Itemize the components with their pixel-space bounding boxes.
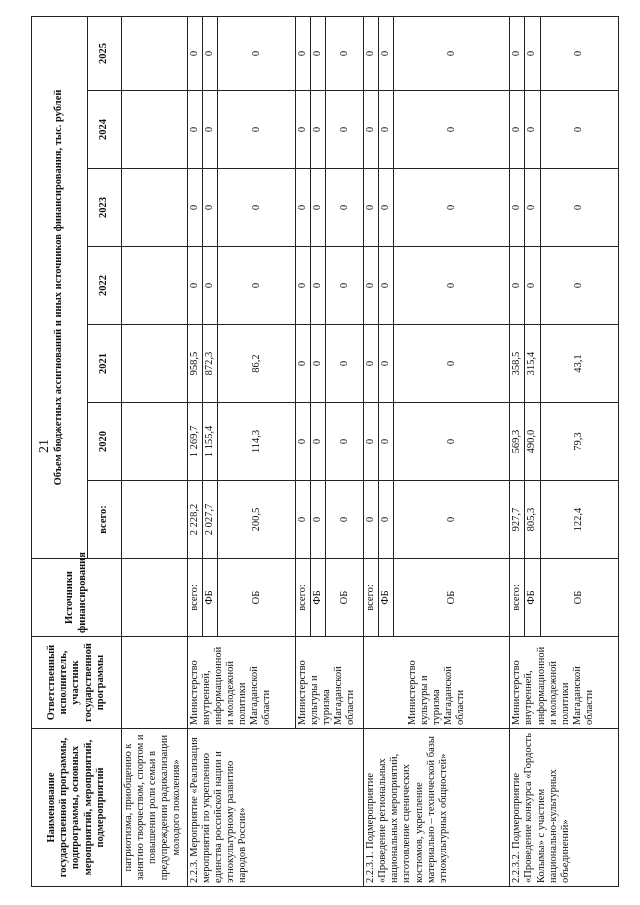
cell-value: 0: [379, 91, 394, 169]
rotated-table-container: [31, 17, 609, 887]
header-sources: Источники финансирования: [32, 559, 122, 637]
cell-value: 0: [525, 169, 540, 247]
cell-value: 872,3: [203, 325, 218, 403]
cell-value: 0: [311, 91, 326, 169]
cell-source: ФБ: [311, 559, 326, 637]
cell-value: 0: [296, 169, 311, 247]
cell-value: 0: [218, 16, 296, 90]
cell-value: 0: [296, 16, 311, 90]
cell-value: 0: [364, 481, 379, 559]
cell-value: 358,5: [510, 325, 525, 403]
cell-value: 927,7: [510, 481, 525, 559]
cell-value: 0: [311, 325, 326, 403]
cell-source: ОБ: [218, 559, 296, 637]
cell-value: 0: [525, 16, 540, 90]
row-name: 2.2.3.2. Подмероприятие «Проведение конкурса «Гордость Колымы» с участием национально-культурных объединений»: [510, 729, 618, 887]
cell-value: 0: [218, 91, 296, 169]
cell-value: 0: [540, 16, 618, 90]
cell-value: 0: [296, 481, 311, 559]
cell-value: 490,0: [525, 403, 540, 481]
cell-value: 0: [311, 16, 326, 90]
cell-value: 1 269,7: [188, 403, 203, 481]
table-row: [510, 16, 525, 886]
cell-value: 0: [510, 91, 525, 169]
cell-source: ФБ: [203, 559, 218, 637]
cell-value: 0: [364, 325, 379, 403]
row-responsible: Министерство культуры и туризма Магаданской области: [364, 637, 510, 729]
cell-value: 0: [326, 16, 364, 90]
cell-value: 0: [188, 91, 203, 169]
header-budget: Объем бюджетных ассигнований и иных источников финансирования, тыс. рублей: [32, 16, 88, 558]
cell-value: 0: [394, 325, 510, 403]
cell-value: 0: [203, 91, 218, 169]
cell-value: 79,3: [540, 403, 618, 481]
cell-value: 0: [540, 169, 618, 247]
header-year-2020: 2020: [88, 403, 122, 481]
cell-value: 0: [311, 247, 326, 325]
cell-value: 0: [379, 325, 394, 403]
header-year-2025: 2025: [88, 16, 122, 90]
cell-value: 0: [203, 247, 218, 325]
header-name: Наименование государственной программы, подпрограммы, основных мероприятий, мероприятий, подмероприятий: [32, 729, 122, 887]
header-year-2021: 2021: [88, 325, 122, 403]
cell-source: ФБ: [525, 559, 540, 637]
cell-value: 0: [540, 247, 618, 325]
cell-value: 0: [326, 325, 364, 403]
cell-value: 0: [379, 169, 394, 247]
cell-value: 2 228,2: [188, 481, 203, 559]
cell-source: всего:: [510, 559, 525, 637]
cell-value: 0: [379, 16, 394, 90]
cell-value: 200,5: [218, 481, 296, 559]
cell-value: 315,4: [525, 325, 540, 403]
cell-value: 0: [296, 247, 311, 325]
cell-value: 0: [296, 325, 311, 403]
header-year-2022: 2022: [88, 247, 122, 325]
cell-value: 0: [364, 403, 379, 481]
cell-value: 958,5: [188, 325, 203, 403]
cell-value: 0: [296, 91, 311, 169]
cell-value: 569,3: [510, 403, 525, 481]
cell-value: 122,4: [540, 481, 618, 559]
cell-value: 0: [510, 16, 525, 90]
cell-value: 0: [379, 403, 394, 481]
cell-value: 0: [203, 16, 218, 90]
cell-value: 0: [394, 16, 510, 90]
cell-source: ОБ: [394, 559, 510, 637]
row-responsible: Министерство внутренней, информационной и молодежной политики Магаданской области: [510, 637, 618, 729]
cell-value: 805,3: [525, 481, 540, 559]
cell-value: 0: [326, 169, 364, 247]
cell-value: 0: [311, 169, 326, 247]
cell-value: 0: [394, 169, 510, 247]
cell-value: 43,1: [540, 325, 618, 403]
cell-value: 0: [203, 169, 218, 247]
cell-source: ОБ: [326, 559, 364, 637]
cell-value: 0: [296, 403, 311, 481]
cell-source: всего:: [188, 559, 203, 637]
cell-value: 1 155,4: [203, 403, 218, 481]
cell-value: 114,3: [218, 403, 296, 481]
cell-value: 0: [394, 247, 510, 325]
budget-table: [31, 16, 619, 887]
row-name: 2.2.3. Мероприятие «Реализация мероприятий по укреплению единства российской нации и этнокультурному развитию народов России»: [188, 729, 364, 887]
row-name: патриотизма, приобщению к занятию творчеством, спортом и повышении роли семьи в предупреждении радикализации молодого поколения»: [122, 729, 188, 887]
cell-value: 0: [379, 481, 394, 559]
cell-value: 0: [364, 91, 379, 169]
cell-value: 0: [394, 481, 510, 559]
row-responsible: Министерство культуры и туризма Магаданской области: [296, 637, 364, 729]
cell-source: всего:: [296, 559, 311, 637]
cell-source: ОБ: [540, 559, 618, 637]
header-responsible: Ответственный исполнитель, участник государственной программы: [32, 637, 122, 729]
header-year-2024: 2024: [88, 91, 122, 169]
cell-value: 0: [311, 403, 326, 481]
cell-value: 0: [218, 247, 296, 325]
cell-value: 0: [379, 247, 394, 325]
cell-value: 0: [510, 247, 525, 325]
cell-value: 0: [394, 403, 510, 481]
row-name: 2.2.3.1. Подмероприятие «Проведение региональных национальных мероприятий, изготовление сценических костюмов, укрепление материально – технической базы этнокультурных общностей»: [364, 729, 510, 887]
cell-value: 0: [218, 169, 296, 247]
cell-value: 0: [394, 91, 510, 169]
cell-value: 0: [364, 247, 379, 325]
cell-value: 0: [326, 247, 364, 325]
header-year-total: всего:: [88, 481, 122, 559]
cell-value: 2 027,7: [203, 481, 218, 559]
header-year-2023: 2023: [88, 169, 122, 247]
cell-source: всего:: [364, 559, 379, 637]
cell-value: 0: [510, 169, 525, 247]
cell-value: 0: [540, 91, 618, 169]
cell-value: 0: [311, 481, 326, 559]
cell-value: 0: [364, 16, 379, 90]
page-number: 21: [37, 439, 52, 453]
cell-value: 0: [364, 169, 379, 247]
table-row: [188, 16, 203, 886]
cell-value: 0: [326, 481, 364, 559]
table-row: [364, 16, 379, 886]
cell-value: 0: [188, 247, 203, 325]
cell-value: 0: [326, 403, 364, 481]
cell-value: 86,2: [218, 325, 296, 403]
cell-value: 0: [525, 247, 540, 325]
cell-value: 0: [326, 91, 364, 169]
row-responsible: Министерство внутренней, информационной и молодежной политики Магаданской области: [188, 637, 296, 729]
cell-source: ФБ: [379, 559, 394, 637]
cell-value: 0: [188, 16, 203, 90]
table-row: [122, 16, 188, 886]
cell-value: 0: [525, 91, 540, 169]
cell-value: 0: [188, 169, 203, 247]
